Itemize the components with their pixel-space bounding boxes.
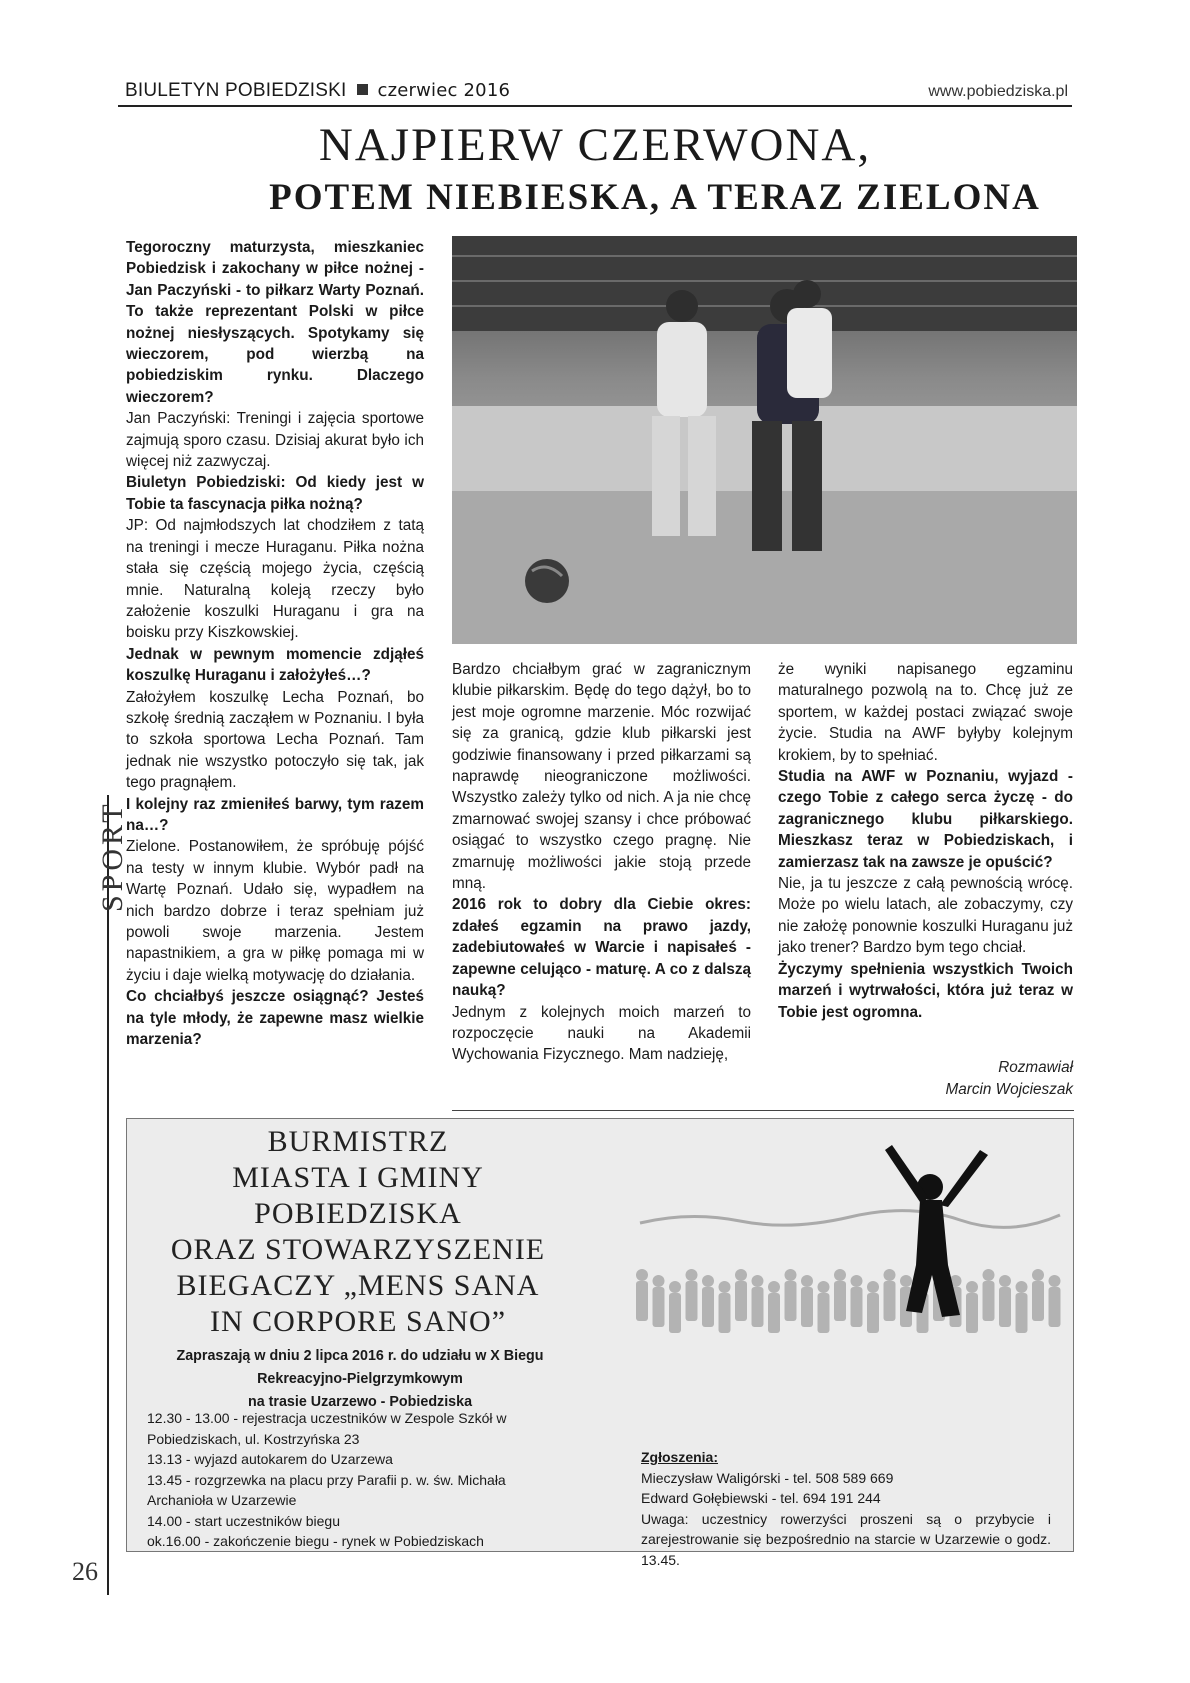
interview-answer: Zielone. Postanowiłem, że spróbuję pójść na testy w innym klubie. Wybór padł na Wartę Poznań. Udało się, wypadłem na nich bardzo dobrze i teraz spełniam już powoli swoje marzenia. Jestem napastnikiem, a gra w piłkę pomaga mi w życiu i daje wielką motywację do działania. <box>126 838 424 984</box>
interview-answer: Jan Paczyński: Treningi i zajęcia sportowe zajmują sporo czasu. Dzisiaj akurat było ich więcej niż zazwyczaj. <box>126 410 424 471</box>
football-photo <box>452 236 1077 644</box>
crowd-runner-icon <box>686 1269 698 1321</box>
signature-label: Rozmawiał <box>998 1059 1073 1076</box>
crowd-runner-icon <box>669 1281 681 1333</box>
crowd-runner-icon <box>834 1269 846 1321</box>
registration-line: Edward Gołębiewski - tel. 694 191 244 <box>641 1490 881 1506</box>
crowd-runner-icon <box>785 1269 797 1321</box>
announcement-title-line: POBIEDZISKA <box>254 1197 462 1230</box>
crowd-runner-icon <box>636 1269 648 1321</box>
crowd-runner-icon <box>999 1275 1011 1327</box>
article-column-2 <box>452 659 751 1066</box>
crowd-runner-icon <box>818 1281 830 1333</box>
announcement-title-line: ORAZ STOWARZYSZENIE <box>170 1233 546 1266</box>
article-signature <box>946 1057 1074 1101</box>
crowd-runner-icon <box>1032 1269 1044 1321</box>
interview-question: Życzymy spełnienia wszystkich Twoich marzeń i wytrwałości, która już teraz w Tobie jest ogromna. <box>778 960 1073 1021</box>
announcement-title-line: BIEGACZY „MENS SANA <box>176 1269 540 1302</box>
interview-question: Jednak w pewnym momencie zdjąłeś koszulkę Huraganu i założyłeś…? <box>126 645 424 685</box>
interview-answer: JP: Od najmłodszych lat chodziłem z tatą na treningi i mecze Huraganu. Piłka nożna stała się częścią mojego życia, częścią mnie. Naturalną koleją rzeczy było założenie koszulki Huraganu i gra na boisku przy Kiszkowskiej. <box>126 517 424 642</box>
crowd-runner-icon <box>884 1269 896 1321</box>
article-title-line1: NAJPIERW CZERWONA, <box>318 119 872 171</box>
announcement-title-line: MIASTA I GMINY <box>232 1161 484 1194</box>
website-url: www.pobiedziska.pl <box>928 83 1068 100</box>
article-column-1 <box>126 237 424 1050</box>
registration-info <box>641 1447 1051 1570</box>
registration-line: Uwaga: uczestnicy rowerzyści proszeni są o przybycie i zarejestrowanie się bezpośrednio na starcie w Uzarzewie o godz. 13.45. <box>641 1510 1051 1568</box>
article-title-line2: POTEM NIEBIESKA, A TERAZ ZIELONA <box>269 177 1041 218</box>
schedule-item: ok.16.00 - zakończenie biegu - rynek w Pobiedziskach <box>147 1533 484 1549</box>
invitation-line: na trasie Uzarzewo - Pobiedziska <box>247 1394 473 1410</box>
crowd-runner-icon <box>983 1269 995 1321</box>
crowd-runner-icon <box>768 1281 780 1333</box>
registration-heading: Zgłoszenia: <box>641 1449 719 1465</box>
announcement-title-line: IN CORPORE SANO” <box>209 1305 507 1338</box>
event-schedule <box>147 1408 547 1552</box>
interview-question: Studia na AWF w Poznaniu, wyjazd - czego Tobie z całego serca życzę - do zagranicznego klubu piłkarskiego. Mieszkasz teraz w Pobiedziskach, i zamierzasz tak na zawsze je opuścić? <box>778 768 1073 871</box>
header-rule <box>118 105 1072 107</box>
article-column-3 <box>778 659 1073 1023</box>
interview-answer: Nie, ja tu jeszcze z całą pewnością wrócę. Może po wielu latach, ale zobaczymy, czy nie założę ponownie koszulki Huraganu już jako trener? Bardzo bym tego chciał. <box>778 875 1073 957</box>
crowd-runner-icon <box>735 1269 747 1321</box>
invitation-line: Zapraszają w dniu 2 lipca 2016 r. do udziału w X Biegu <box>176 1348 544 1364</box>
registration-lines <box>641 1468 1051 1571</box>
crowd-runner-icon <box>1016 1281 1028 1333</box>
announcement-title-line: BURMISTRZ <box>267 1125 449 1158</box>
schedule-item: 13.45 - rozgrzewka na placu przy Parafii p. w. św. Michała Archanioła w Uzarzewie <box>147 1471 506 1508</box>
crowd-runner-icon <box>801 1275 813 1327</box>
schedule-item: 13.13 - wyjazd autokarem do Uzarzewa <box>147 1451 393 1467</box>
interview-question: Biuletyn Pobiedziski: Od kiedy jest w Tobie ta fascynacja piłka nożną? <box>126 474 424 513</box>
crowd-runner-icon <box>966 1281 978 1333</box>
runners-illustration <box>630 1125 1070 1430</box>
issue-date: czerwiec 2016 <box>377 80 511 101</box>
interview-answer: Jednym z kolejnych moich marzeń to rozpoczęcie nauki na Akademii Wychowania Fizycznego. Mam nadzieję, <box>452 1003 751 1064</box>
interview-answer: że wyniki napisanego egzaminu maturalnego pozwolą na to. Chcę już ze sportem, w każdej postaci związać swoje życie. Studia na AWF byłyby kolejnym krokiem, by to spełniać. <box>778 661 1073 764</box>
crowd-runner-icon <box>653 1275 665 1327</box>
crowd-runner-icon <box>719 1281 731 1333</box>
invitation-line: Rekreacyjno-Pielgrzymkowym <box>257 1371 463 1387</box>
registration-line: Mieczysław Waligórski - tel. 508 589 669 <box>641 1469 894 1486</box>
crowd-runner-icon <box>851 1275 863 1327</box>
interview-question: 2016 rok to dobry dla Ciebie okres: zdałeś egzamin na prawo jazdy, zadebiutowałeś w Warcie i napisałeś - zapewne celująco - maturę. A co z dalszą nauką? <box>452 896 751 1000</box>
interview-question: I kolejny raz zmieniłeś barwy, tym razem na…? <box>126 795 424 834</box>
side-rule <box>107 795 109 1595</box>
interview-answer: Założyłem koszulkę Lecha Poznań, bo szkołę średnią zacząłem w Poznaniu. I była to szkoła sportowa Lecha Poznań. Tam jednak nie wszystko potoczyło się tak, jak tego pragnąłem. <box>126 688 424 792</box>
crowd-runner-icon <box>702 1275 714 1327</box>
crowd-runner-icon <box>867 1281 879 1333</box>
announcement-invitation <box>130 1345 590 1414</box>
section-label: SPORT <box>96 800 129 912</box>
square-separator-icon <box>357 84 368 95</box>
schedule-item: 14.00 - start uczestników biegu <box>147 1512 340 1529</box>
publication-name: BIULETYN POBIEDZISKI <box>125 80 347 101</box>
article-end-rule <box>452 1110 1074 1111</box>
interview-answer: Bardzo chciałbym grać w zagranicznym klubie piłkarskim. Będę do tego dążył, bo to jest moje ogromne marzenie. Móc rozwijać się za granicą, gdzie klub piłkarski jest godziwie finansowany i przed piłkarzami są naprawdę nieograniczone możliwości. Wszystko zależy tylko od nich. A ja nie chcę zmarnować swojej szansy i chce próbować osiągać to wszystko czego pragnę. Nie zmarnuję możliwości jakie stoją przede mną. <box>452 661 751 893</box>
schedule-item: 12.30 - 13.00 - rejestracja uczestników w Zespole Szkół w Pobiedziskach, ul. Kostrzyńska 23 <box>147 1410 507 1447</box>
interview-question: Co chciałbyś jeszcze osiągnąć? Jesteś na tyle młody, że zapewne masz wielkie marzenia? <box>126 988 424 1049</box>
crowd-runner-icon <box>1049 1275 1061 1327</box>
page-number: 26 <box>72 1557 98 1586</box>
signature-name: Marcin Wojcieszak <box>945 1081 1073 1098</box>
announcement-title <box>128 1124 588 1340</box>
crowd-runner-icon <box>752 1275 764 1327</box>
interview-question: Tegoroczny maturzysta, mieszkaniec Pobiedzisk i zakochany w piłce nożnej - Jan Paczyński - to piłkarz Warty Poznań. To także reprezentant Polski w piłce nożnej niesłyszących. Spotykamy się wieczorem, pod wierzbą na pobiedziskim rynku. Dlaczego wieczorem? <box>126 239 424 406</box>
header-publication-line <box>125 80 510 102</box>
